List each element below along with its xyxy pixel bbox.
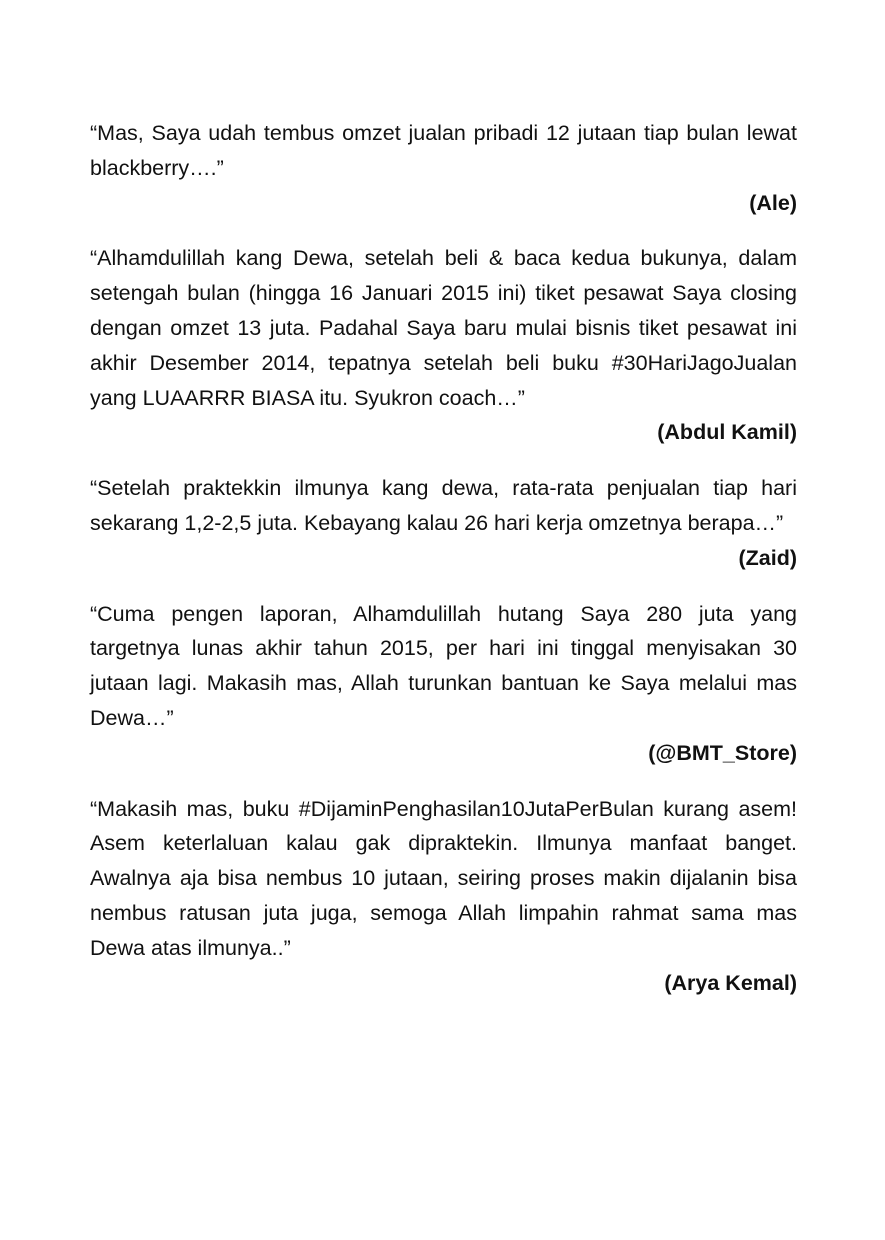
testimonial-quote: “Setelah praktekkin ilmunya kang dewa, rata-rata penjualan tiap hari sekarang 1,2-2,5 juta. Kebayang kalau 26 hari kerja omzetnya berapa…” [90, 476, 797, 535]
testimonial-quote: “Mas, Saya udah tembus omzet jualan pribadi 12 jutaan tiap bulan lewat blackberry….” [90, 121, 797, 180]
testimonial-quote: “Makasih mas, buku #DijaminPenghasilan10JutaPerBulan kurang asem! Asem keterlaluan kalau gak dipraktekin. Ilmunya manfaat banget. Awalnya aja bisa nembus 10 jutaan, seiring proses makin dijalanin bisa nembus ratusan juta juga, semoga Allah limpahin rahmat sama mas Dewa atas ilmunya..” [90, 796, 797, 960]
testimonial-author: (@BMT_Store) [648, 740, 797, 765]
testimonial-arya-kemal [90, 792, 797, 1001]
testimonial-bmt-store [90, 597, 797, 771]
testimonial-author: (Abdul Kamil) [657, 420, 797, 445]
testimonial-author: (Arya Kemal) [664, 970, 797, 995]
spacer [90, 771, 797, 792]
testimonial-author: (Ale) [749, 190, 797, 215]
testimonial-abdul-kamil [90, 241, 797, 450]
testimonials-page [90, 116, 797, 1000]
spacer [90, 450, 797, 471]
testimonial-quote: “Alhamdulillah kang Dewa, setelah beli & baca kedua bukunya, dalam setengah bulan (hingga 16 Januari 2015 ini) tiket pesawat Saya closing dengan omzet 13 juta. Padahal Saya baru mulai bisnis tiket pesawat ini akhir Desember 2014, tepatnya setelah beli buku #30HariJagoJualan yang LUAARRR BIASA itu. Syukron coach…” [90, 246, 797, 410]
testimonial-ale [90, 116, 797, 220]
spacer [90, 220, 797, 241]
testimonial-author: (Zaid) [738, 545, 797, 570]
testimonial-quote: “Cuma pengen laporan, Alhamdulillah hutang Saya 280 juta yang targetnya lunas akhir tahun 2015, per hari ini tinggal menyisakan 30 jutaan lagi. Makasih mas, Allah turunkan bantuan ke Saya melalui mas Dewa…” [90, 601, 797, 730]
testimonial-zaid [90, 471, 797, 575]
spacer [90, 576, 797, 597]
